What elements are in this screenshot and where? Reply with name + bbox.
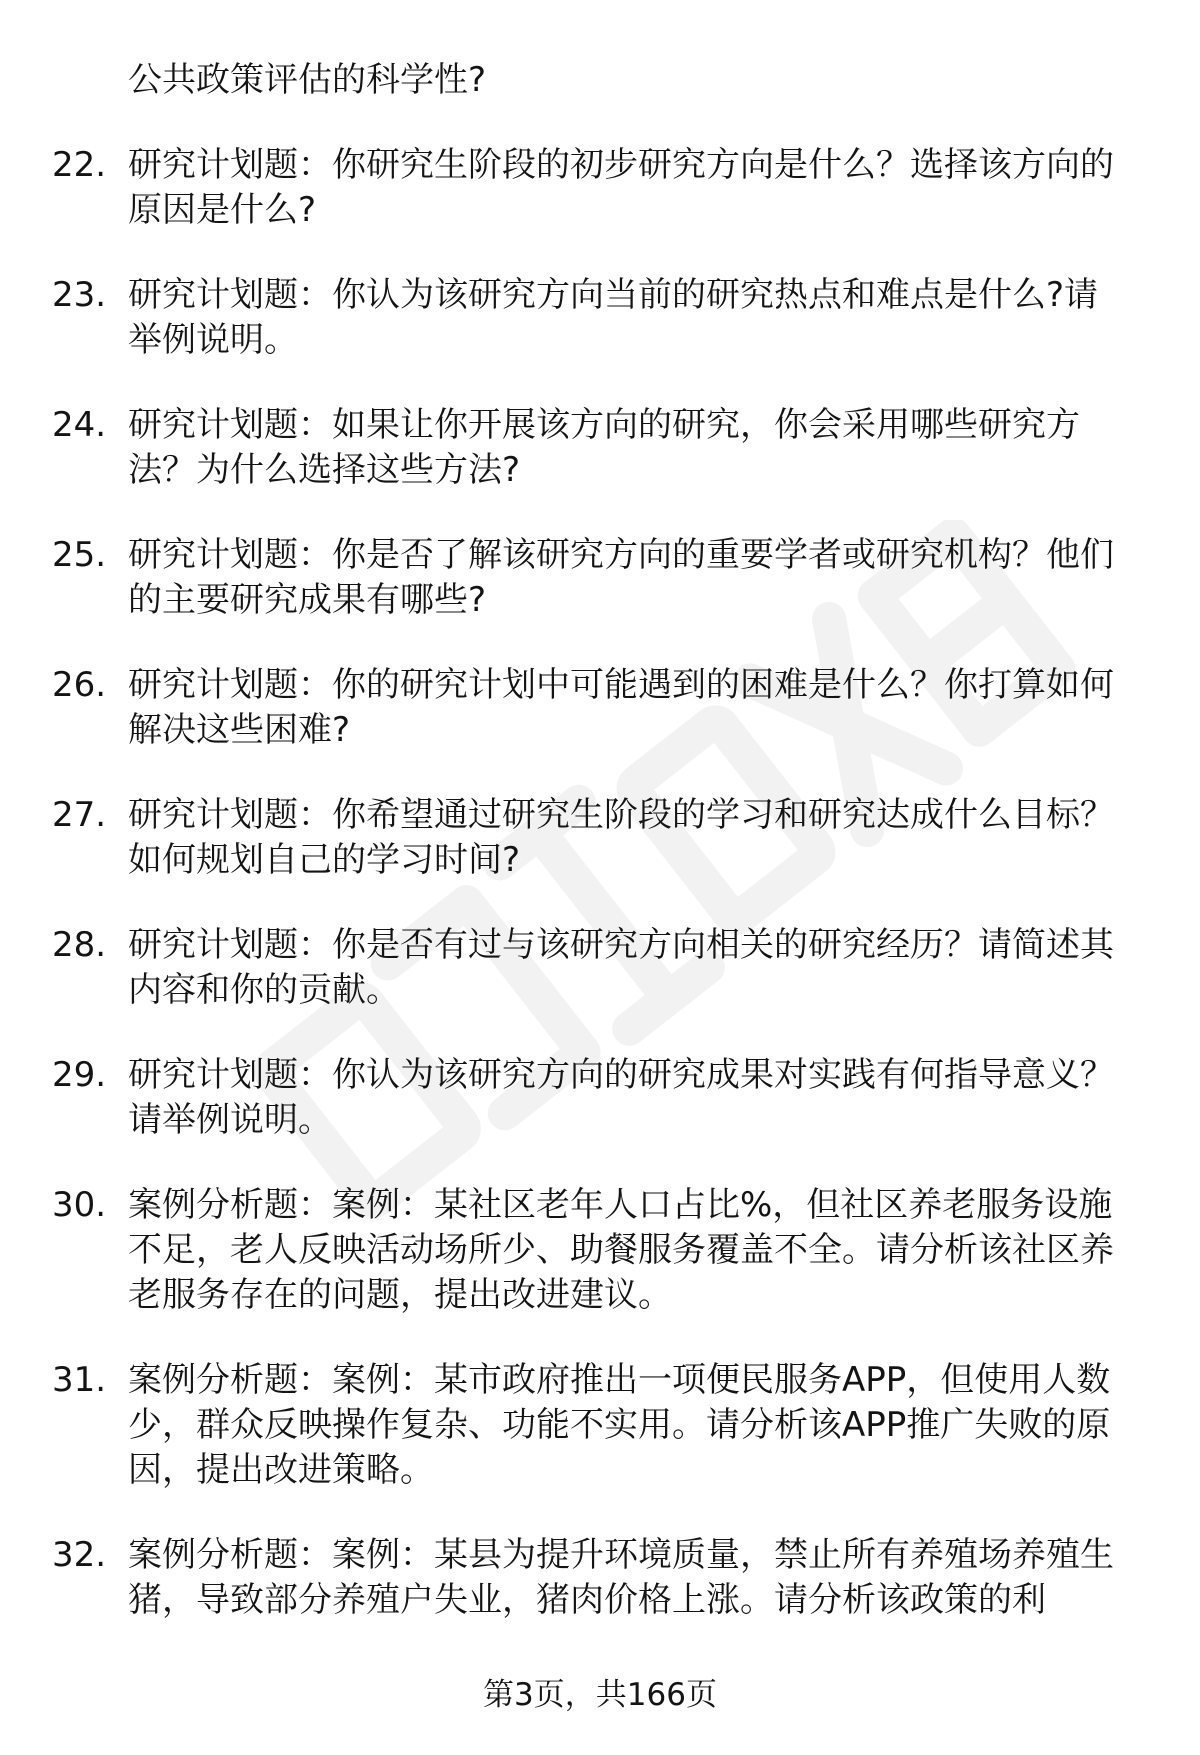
question-text: 研究计划题：你是否了解该研究方向的重要学者或研究机构？他们的主要研究成果有哪些? [128,535,1114,620]
question-item [52,1358,1152,1493]
question-number: 22. [52,145,107,185]
question-number: 30. [52,1185,107,1225]
question-item [52,273,1152,363]
question-text: 案例分析题：案例：某市政府推出一项便民服务APP，但使用人数少，群众反映操作复杂、功能不实用。请分析该APP推广失败的原因，提出改进策略。 [128,1360,1111,1490]
question-text: 案例分析题：案例：某县为提升环境质量，禁止所有养殖场养殖生猪，导致部分养殖户失业，猪肉价格上涨。请分析该政策的利 [128,1535,1114,1620]
question-number: 23. [52,275,107,315]
question-item [52,1183,1152,1318]
question-text: 案例分析题：案例：某社区老年人口占比%，但社区养老服务设施不足，老人反映活动场所少、助餐服务覆盖不全。请分析该社区养老服务存在的问题，提出改进建议。 [128,1185,1114,1315]
question-number: 25. [52,535,107,575]
question-text: 研究计划题：你研究生阶段的初步研究方向是什么？选择该方向的原因是什么? [128,145,1114,230]
question-content [52,58,1152,1623]
question-number: 31. [52,1360,107,1400]
question-number: 26. [52,665,107,705]
question-item [52,1053,1152,1143]
question-text: 研究计划题：你认为该研究方向当前的研究热点和难点是什么?请举例说明。 [128,275,1099,360]
question-text: 研究计划题：你希望通过研究生阶段的学习和研究达成什么目标？如何规划自己的学习时间? [128,795,1114,880]
question-text: 研究计划题：你是否有过与该研究方向相关的研究经历？请简述其内容和你的贡献。 [128,925,1114,1010]
question-item [52,143,1152,233]
question-item [52,793,1152,883]
question-list [52,143,1152,1623]
question-number: 29. [52,1055,107,1095]
question-item [52,533,1152,623]
page-footer: 第3页，共166页 [483,1677,717,1713]
question-text: 研究计划题：如果让你开展该方向的研究，你会采用哪些研究方法？为什么选择这些方法? [128,405,1080,490]
question-number: 28. [52,925,107,965]
question-item [52,663,1152,753]
question-item [52,923,1152,1013]
question-text: 研究计划题：你的研究计划中可能遇到的困难是什么？你打算如何解决这些困难? [128,665,1114,750]
question-number: 24. [52,405,107,445]
question-item [52,1533,1152,1623]
question-number: 32. [52,1535,107,1575]
question-item [52,403,1152,493]
question-text: 研究计划题：你认为该研究方向的研究成果对实践有何指导意义？请举例说明。 [128,1055,1114,1140]
previous-question-continuation: 公共政策评估的科学性? [128,60,487,100]
question-number: 27. [52,795,107,835]
